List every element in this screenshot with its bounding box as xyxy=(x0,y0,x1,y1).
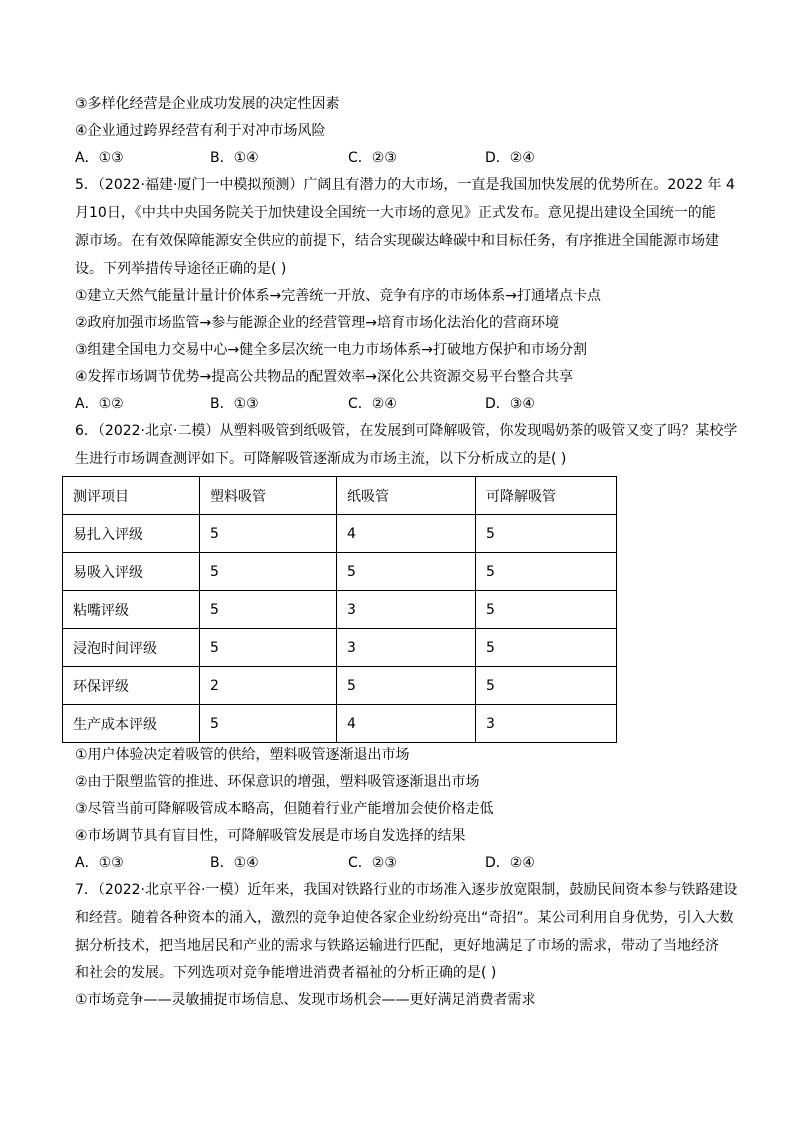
table-cell: 5 xyxy=(200,591,337,629)
q6-statement-1: ①用户体验决定着吸管的供给，塑料吸管逐渐退出市场 xyxy=(75,747,410,763)
q5-option-c[interactable]: C．②④ xyxy=(348,396,397,412)
table-cell: 5 xyxy=(200,705,337,743)
table-cell: 5 xyxy=(476,515,617,553)
q5-statement-3: ③组建全国电力交易中心→健全多层次统一电力市场体系→打破地方保护和市场分割 xyxy=(75,342,588,358)
table-row xyxy=(63,705,617,743)
table-row xyxy=(63,629,617,667)
table-cell: 5 xyxy=(476,553,617,591)
table-cell: 易吸入评级 xyxy=(63,553,200,591)
table-header-cell: 纸吸管 xyxy=(337,477,476,515)
q5-statement-2: ②政府加强市场监管→参与能源企业的经营管理→培育市场化法治化的营商环境 xyxy=(75,315,560,331)
q7-statement-1: ①市场竞争——灵敏捕捉市场信息、发现市场机会——更好满足消费者需求 xyxy=(75,992,536,1008)
q4-option-b[interactable]: B．①④ xyxy=(210,150,259,166)
q6-statement-4: ④市场调节具有盲目性，可降解吸管发展是市场自发选择的结果 xyxy=(75,828,466,844)
q6-option-a[interactable]: A．①③ xyxy=(75,855,124,871)
q6-option-d[interactable]: D．②④ xyxy=(485,855,535,871)
table-row xyxy=(63,667,617,705)
q4-statement-4: ④企业通过跨界经营有利于对冲市场风险 xyxy=(75,123,326,139)
q5-statement-4: ④发挥市场调节优势→提高公共物品的配置效率→深化公共资源交易平台整合共享 xyxy=(75,369,574,385)
table-cell: 4 xyxy=(337,705,476,743)
q5-stem-line: 月10日，《中共中央国务院关于加快建设全国统一大市场的意见》正式发布。意见提出建设全国统一的能 xyxy=(75,205,716,221)
table-cell: 易扎入评级 xyxy=(63,515,200,553)
table-cell: 5 xyxy=(200,553,337,591)
q5-statement-1: ①建立天然气能量计量计价体系→完善统一开放、竞争有序的市场体系→打通堵点卡点 xyxy=(75,288,602,304)
table-header-cell: 可降解吸管 xyxy=(476,477,617,515)
table-cell: 3 xyxy=(476,705,617,743)
table-cell: 5 xyxy=(337,553,476,591)
q5-stem-line: 5．（2022·福建·厦门一中模拟预测）广阔且有潜力的大市场，一直是我国加快发展的优势所在。2022 年 4 xyxy=(75,177,735,193)
table-header-cell: 塑料吸管 xyxy=(200,477,337,515)
table-cell: 5 xyxy=(200,515,337,553)
table-row xyxy=(63,515,617,553)
q7-stem-line: 和社会的发展。下列选项对竞争能增进消费者福祉的分析正确的是( ) xyxy=(75,965,497,981)
q6-option-c[interactable]: C．②③ xyxy=(348,855,397,871)
q5-stem-line: 设。下列举措传导途径正确的是( ) xyxy=(75,261,287,277)
table-cell: 粘嘴评级 xyxy=(63,591,200,629)
table-cell: 4 xyxy=(337,515,476,553)
q5-stem-line: 源市场。在有效保障能源安全供应的前提下，结合实现碳达峰碳中和目标任务，有序推进全国能源市场建 xyxy=(75,233,719,249)
table-cell: 浸泡时间评级 xyxy=(63,629,200,667)
table-cell: 5 xyxy=(476,629,617,667)
table-header-row xyxy=(63,477,617,515)
evaluation-table xyxy=(62,476,617,743)
table-cell: 5 xyxy=(200,629,337,667)
q7-stem-line: 据分析技术，把当地居民和产业的需求与铁路运输进行匹配，更好地满足了市场的需求，带动了当地经济 xyxy=(75,938,719,954)
q4-statement-3: ③多样化经营是企业成功发展的决定性因素 xyxy=(75,96,340,112)
q4-option-d[interactable]: D．②④ xyxy=(485,150,535,166)
q4-option-c[interactable]: C．②③ xyxy=(348,150,397,166)
table-cell: 生产成本评级 xyxy=(63,705,200,743)
table-cell: 5 xyxy=(476,667,617,705)
q5-option-a[interactable]: A．①② xyxy=(75,396,124,412)
q4-option-a[interactable]: A．①③ xyxy=(75,150,124,166)
table-cell: 5 xyxy=(337,667,476,705)
table-cell: 3 xyxy=(337,629,476,667)
q7-stem-line: 7．（2022·北京平谷·一模）近年来，我国对铁路行业的市场准入逐步放宽限制，鼓励民间资本参与铁路建设 xyxy=(75,882,738,898)
q6-stem-line: 6．（2022·北京·二模）从塑料吸管到纸吸管，在发展到可降解吸管，你发现喝奶茶的吸管又变了吗？某校学 xyxy=(75,423,738,439)
table-cell: 环保评级 xyxy=(63,667,200,705)
q6-statement-3: ③尽管当前可降解吸管成本略高，但随着行业产能增加会使价格走低 xyxy=(75,801,494,817)
table-cell: 3 xyxy=(337,591,476,629)
q6-stem-line: 生进行市场调查测评如下。可降解吸管逐渐成为市场主流，以下分析成立的是( ) xyxy=(75,451,567,467)
table-cell: 2 xyxy=(200,667,337,705)
q7-stem-line: 和经营。随着各种资本的涌入，激烈的竞争迫使各家企业纷纷亮出“奇招”。某公司利用自身优势，引入大数 xyxy=(75,910,734,926)
table-row xyxy=(63,553,617,591)
q5-option-b[interactable]: B．①③ xyxy=(210,396,259,412)
table-row xyxy=(63,591,617,629)
q6-option-b[interactable]: B．①④ xyxy=(210,855,259,871)
table-cell: 5 xyxy=(476,591,617,629)
q6-statement-2: ②由于限塑监管的推进、环保意识的增强，塑料吸管逐渐退出市场 xyxy=(75,774,480,790)
q5-option-d[interactable]: D．③④ xyxy=(485,396,535,412)
table-header-cell: 测评项目 xyxy=(63,477,200,515)
